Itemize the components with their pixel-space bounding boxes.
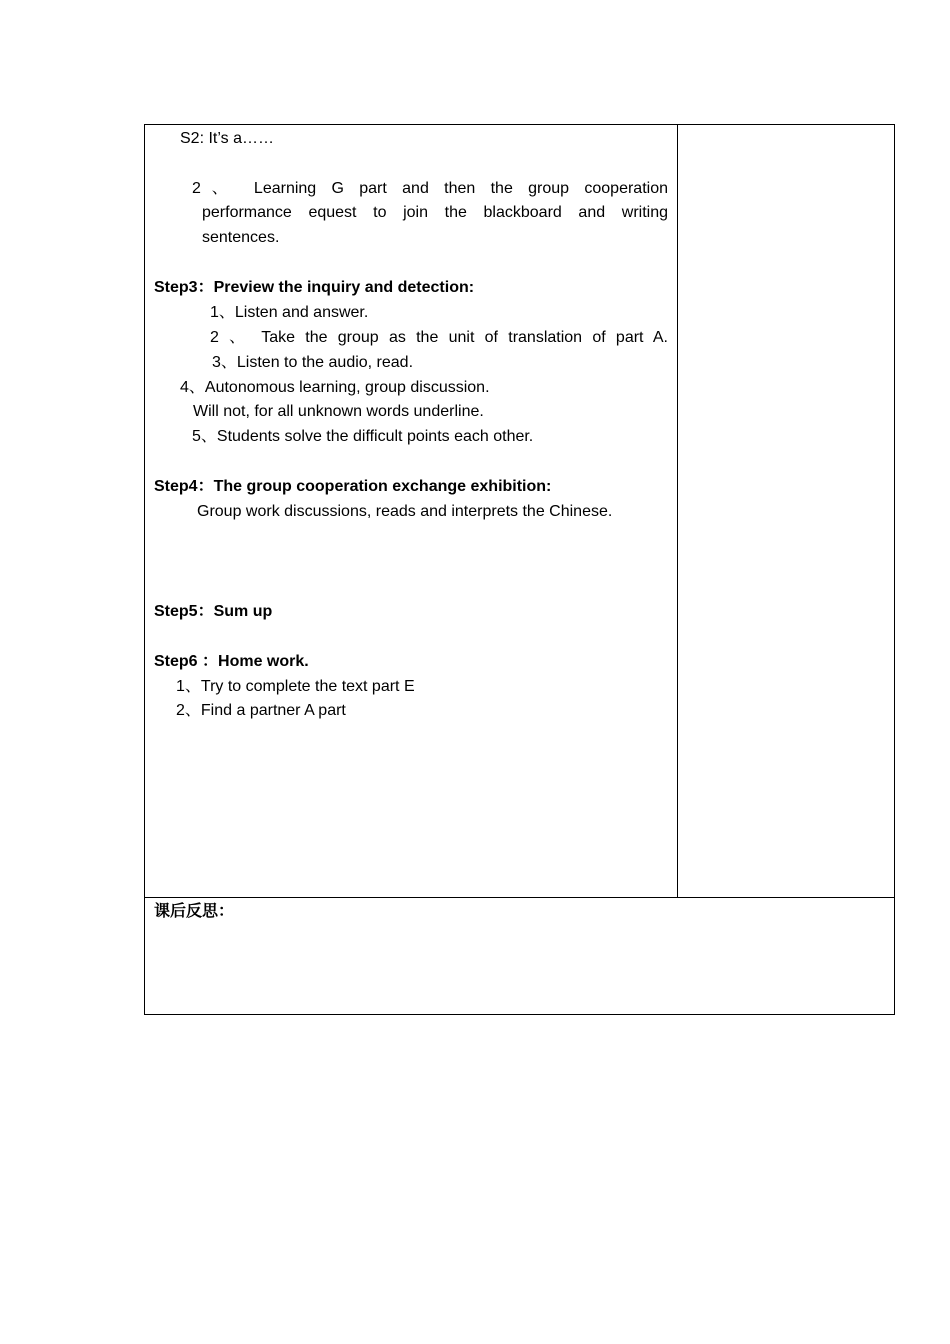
step3-item-1: 1、Listen and answer. <box>210 304 369 321</box>
s2-line: S2: It’s a…… <box>180 130 274 147</box>
reflection-label: 课后反思： <box>154 903 235 920</box>
step4-text: Group work discussions, reads and interprets the Chinese. <box>197 503 613 520</box>
item2-line-1: 2、 Learning G part and then the group cooperation <box>192 180 668 197</box>
notes-cell <box>678 125 894 898</box>
item2-line-2: performance equest to join the blackboard and writing <box>202 204 668 221</box>
step3-title: Step3：Preview the inquiry and detection: <box>154 279 475 296</box>
step6-item-2: 2、Find a partner A part <box>176 702 346 719</box>
step3-item-3: 3、Listen to the audio, read. <box>212 354 414 371</box>
reflection-cell <box>145 898 894 1014</box>
step3-item-2: 2 、 Take the group as the unit of translation of part A. <box>210 329 668 346</box>
step3-item-4-note: Will not, for all unknown words underline. <box>193 403 484 420</box>
lesson-steps-cell <box>145 125 678 898</box>
step3-item-4: 4、Autonomous learning, group discussion. <box>180 379 490 396</box>
step6-title: Step6 ：Home work. <box>154 653 309 670</box>
lesson-plan-table <box>144 124 895 1015</box>
step5-title: Step5：Sum up <box>154 603 273 620</box>
step4-title: Step4：The group cooperation exchange exhibition: <box>154 478 552 495</box>
item2-line-3: sentences. <box>202 229 280 246</box>
step3-item-5: 5、Students solve the difficult points each other. <box>192 428 534 445</box>
step6-item-1: 1、Try to complete the text part E <box>176 678 415 695</box>
